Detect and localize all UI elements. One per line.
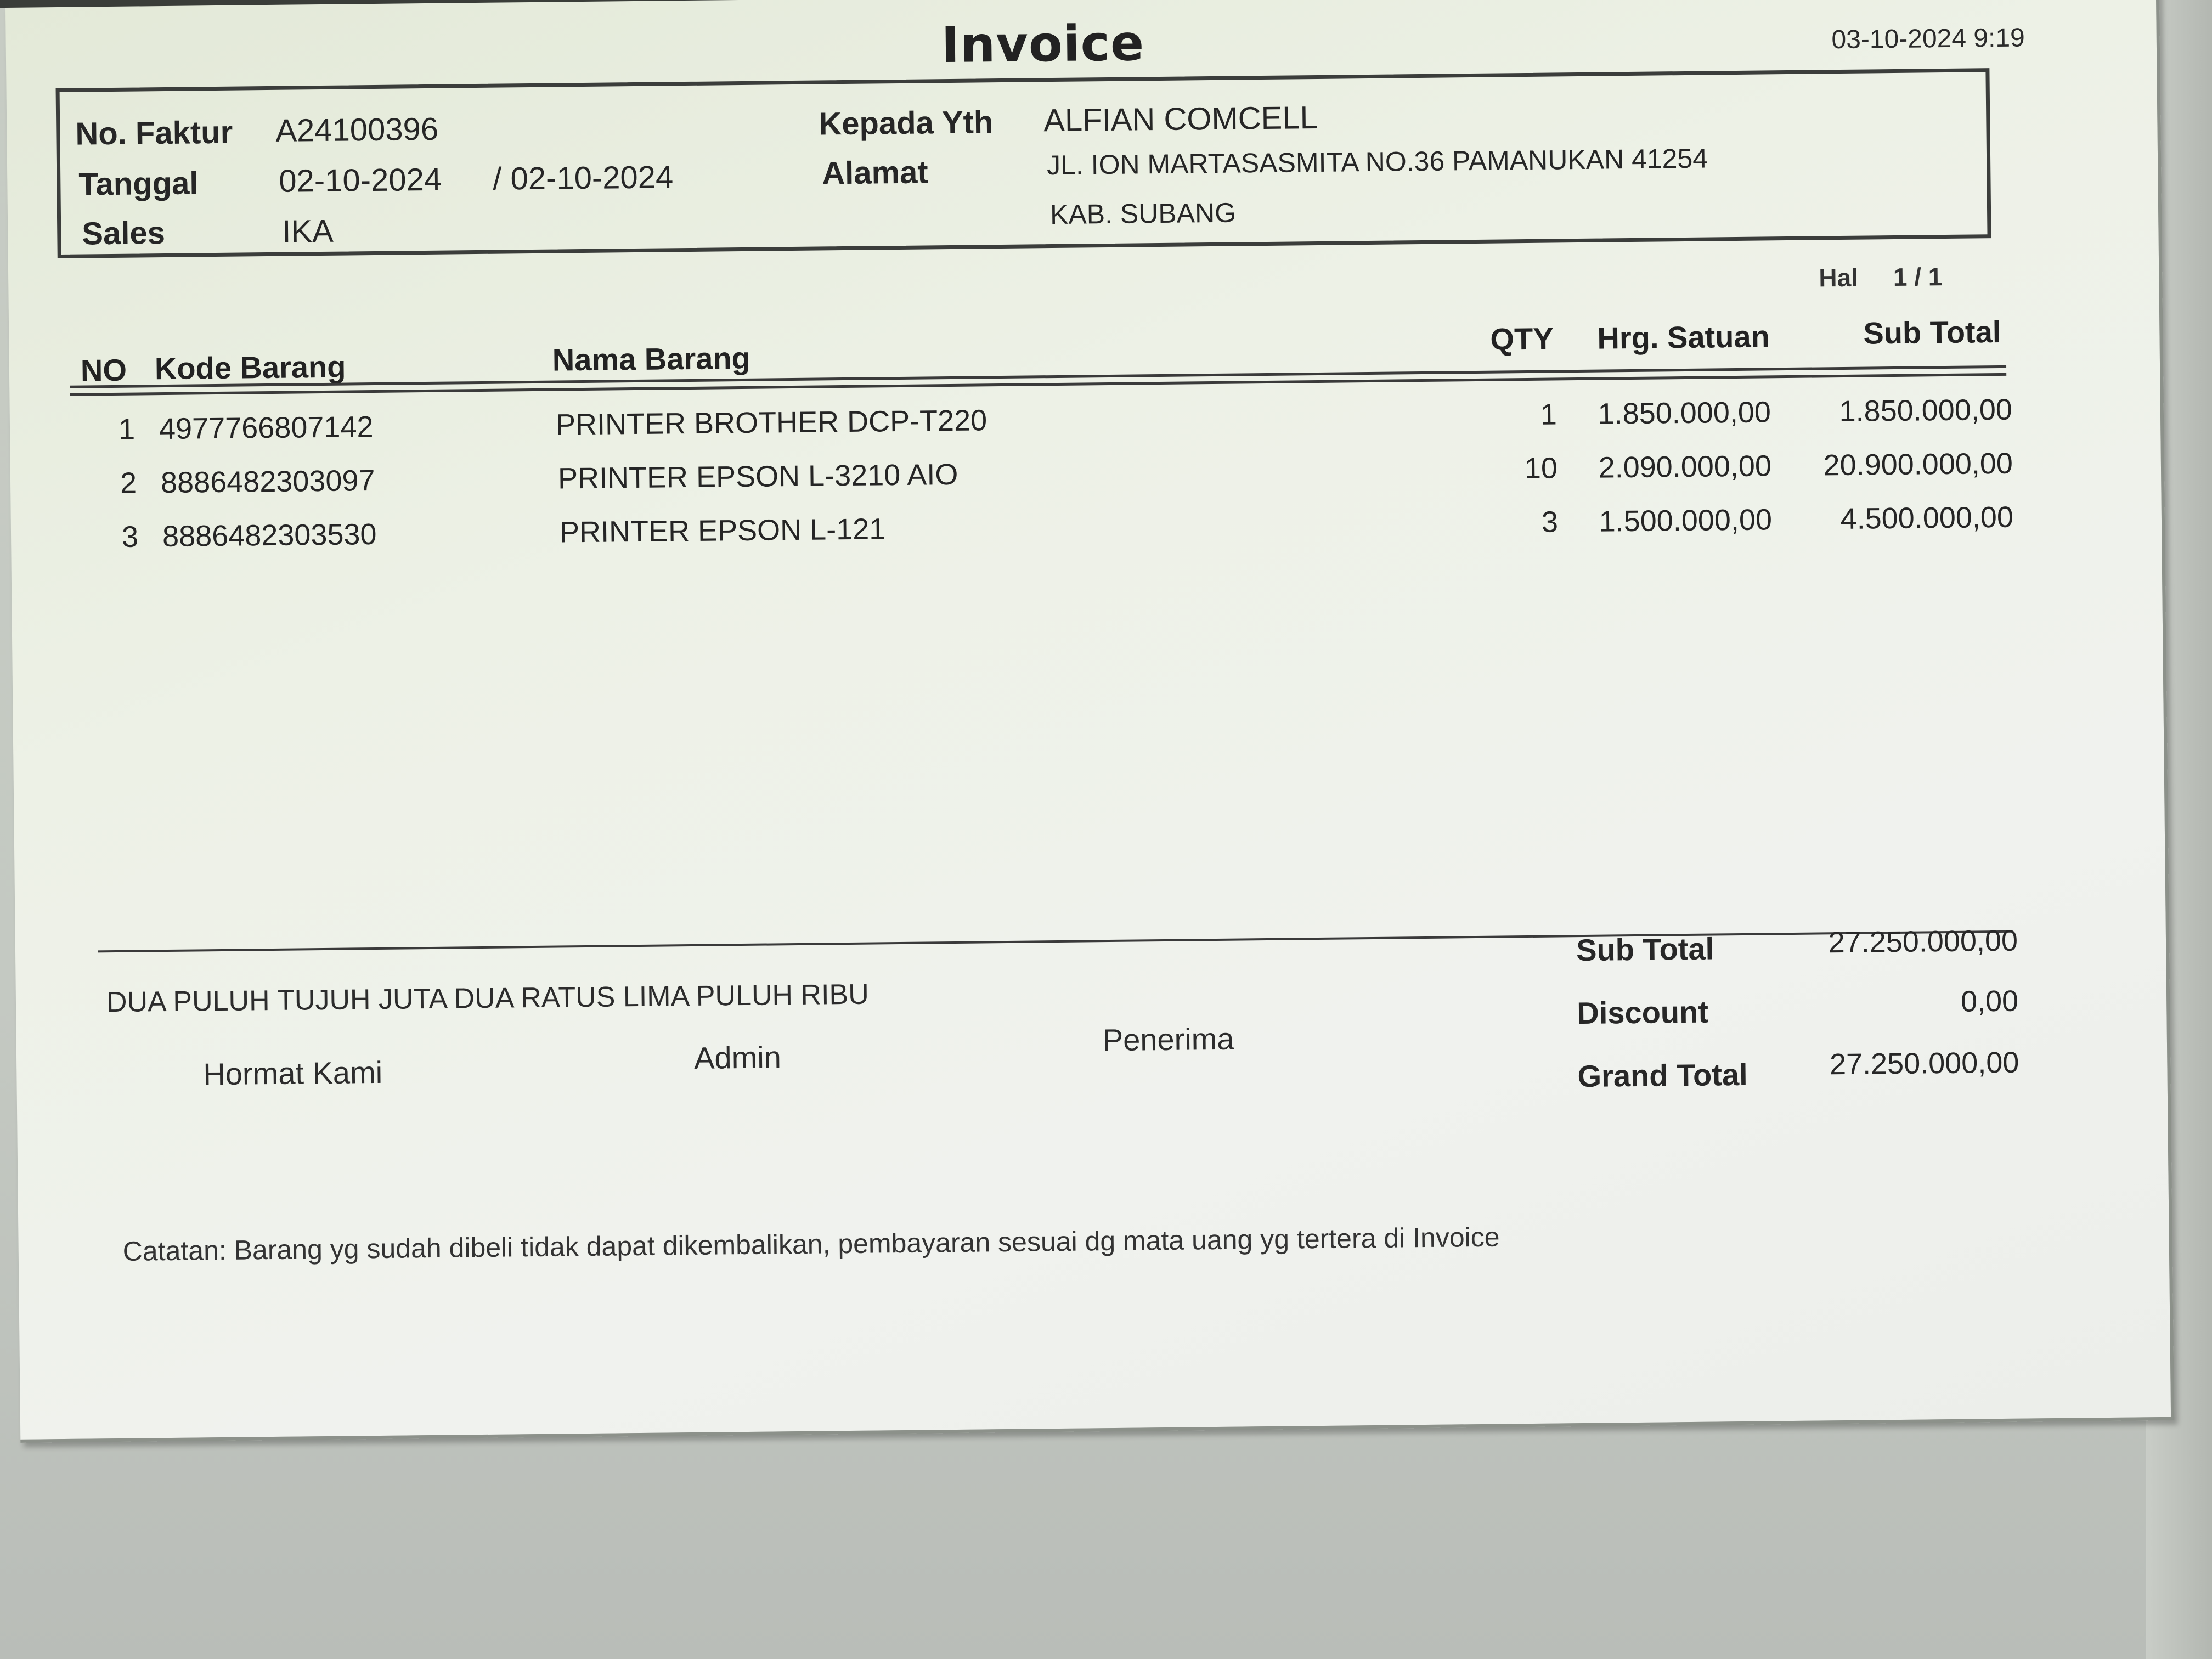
grand-total-value: 27.250.000,00 xyxy=(1829,1046,2019,1081)
row-harga: 1.500.000,00 xyxy=(1599,503,1773,538)
col-kode-barang: Kode Barang xyxy=(154,349,346,386)
row-qty: 10 xyxy=(1524,452,1558,486)
row-kode: 8886482303530 xyxy=(162,517,377,554)
tanggal-label: Tanggal xyxy=(78,165,199,202)
invoice-document xyxy=(5,0,2174,1443)
sales-label: Sales xyxy=(81,215,166,252)
subtotal-label: Sub Total xyxy=(1576,931,1714,968)
row-no: 3 xyxy=(121,520,139,554)
invoice-note: Catatan: Barang yg sudah dibeli tidak dapat dikembalikan, pembayaran sesuai dg mata uang yg tertera di Invoice xyxy=(122,1221,1500,1267)
row-subtotal: 1.850.000,00 xyxy=(1839,393,2013,428)
signature-hormat-kami: Hormat Kami xyxy=(203,1054,383,1092)
printed-timestamp: 03-10-2024 9:19 xyxy=(1831,23,2025,55)
signature-admin: Admin xyxy=(693,1040,782,1075)
row-kode: 4977766807142 xyxy=(159,410,374,446)
row-harga: 1.850.000,00 xyxy=(1598,396,1771,431)
row-subtotal: 4.500.000,00 xyxy=(1840,500,2014,536)
invoice-title: Invoice xyxy=(941,14,1145,75)
no-faktur-value: A24100396 xyxy=(275,111,439,149)
tanggal-due-value: / 02-10-2024 xyxy=(492,159,674,197)
tanggal-value: 02-10-2024 xyxy=(278,161,442,199)
col-qty: QTY xyxy=(1490,321,1554,357)
col-no: NO xyxy=(80,352,127,388)
col-harga-satuan: Hrg. Satuan xyxy=(1597,319,1770,356)
page-value: 1 / 1 xyxy=(1893,262,1943,291)
sales-value: IKA xyxy=(281,213,334,250)
row-qty: 1 xyxy=(1540,398,1558,431)
amount-in-words: DUA PULUH TUJUH JUTA DUA RATUS LIMA PULUH RIBU xyxy=(106,978,870,1019)
kepada-label: Kepada Yth xyxy=(818,104,994,142)
kepada-value: ALFIAN COMCELL xyxy=(1043,99,1318,139)
footer-rule xyxy=(98,930,2012,953)
row-qty: 3 xyxy=(1541,505,1559,539)
col-sub-total: Sub Total xyxy=(1863,314,2001,351)
row-no: 1 xyxy=(118,413,136,446)
discount-value: 0,00 xyxy=(1960,984,2019,1018)
row-kode: 8886482303097 xyxy=(160,464,375,500)
no-faktur-label: No. Faktur xyxy=(75,114,233,152)
row-nama: PRINTER EPSON L-3210 AIO xyxy=(557,458,958,495)
alamat-line1: JL. ION MARTASASMITA NO.36 PAMANUKAN 41254 xyxy=(1046,143,1708,181)
row-harga: 2.090.000,00 xyxy=(1598,449,1772,484)
row-subtotal: 20.900.000,00 xyxy=(1823,447,2013,482)
row-nama: PRINTER EPSON L-121 xyxy=(559,512,886,549)
page-indicator xyxy=(1819,262,1943,292)
alamat-label: Alamat xyxy=(821,154,928,191)
page-label: Hal xyxy=(1819,263,1859,292)
grand-total-label: Grand Total xyxy=(1577,1057,1748,1094)
alamat-line2: KAB. SUBANG xyxy=(1049,197,1237,230)
discount-label: Discount xyxy=(1577,994,1709,1031)
row-nama: PRINTER BROTHER DCP-T220 xyxy=(555,404,988,442)
row-no: 2 xyxy=(120,466,137,500)
subtotal-value: 27.250.000,00 xyxy=(1828,924,2018,960)
signature-penerima: Penerima xyxy=(1102,1021,1234,1058)
col-nama-barang: Nama Barang xyxy=(552,340,751,377)
